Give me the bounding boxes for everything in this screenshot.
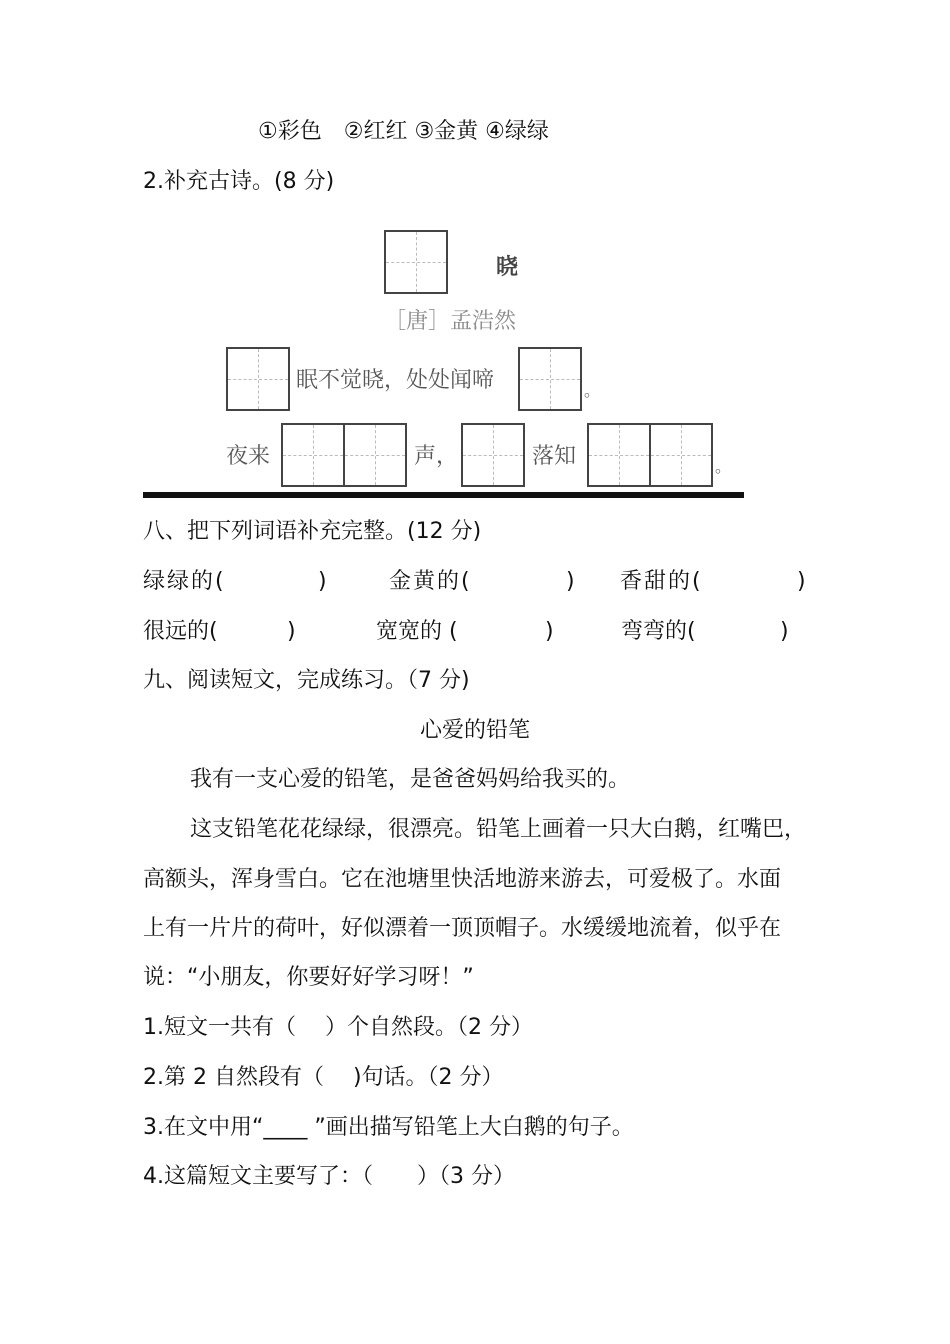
- word-3-close: ): [797, 569, 806, 594]
- word-1-label: 绿绿的(: [143, 569, 226, 594]
- word-6-close: ): [780, 619, 789, 644]
- question-9-4: 4.这篇短文主要写了：（ ）（3 分）: [143, 1164, 515, 1189]
- question-9-1: 1.短文一共有（ ）个自然段。（2 分）: [143, 1015, 533, 1040]
- options-line: ①彩色 ②红红 ③金黄 ④绿绿: [258, 119, 549, 144]
- line2-box-2[interactable]: [343, 423, 407, 487]
- poem-title-char: 晓: [496, 254, 519, 280]
- poem-line2-start: 夜来: [226, 444, 271, 469]
- word-2-close: ): [566, 569, 575, 594]
- word-5-close: ): [545, 619, 554, 644]
- line1-box-1[interactable]: [226, 347, 290, 411]
- line2-period: 。: [715, 457, 732, 476]
- word-6-label: 弯弯的(: [621, 619, 696, 644]
- section-9-title: 九、阅读短文，完成练习。（7 分): [143, 668, 470, 693]
- section-8-title: 八、把下列词语补充完整。(12 分): [143, 519, 482, 544]
- word-2-label: 金黄的(: [389, 569, 472, 594]
- line2-box-1[interactable]: [281, 423, 345, 487]
- word-3-label: 香甜的(: [620, 569, 703, 594]
- line2-box-5[interactable]: [649, 423, 713, 487]
- question-9-3: 3.在文中用“____ ”画出描写铅笔上大白鹅的句子。: [143, 1115, 634, 1140]
- poem-line2-mid1: 声，: [414, 444, 459, 469]
- passage-title: 心爱的铅笔: [419, 718, 530, 743]
- divider-rule: [143, 492, 744, 498]
- line2-box-4[interactable]: [587, 423, 651, 487]
- passage-paragraph-2-line-3: 上有一片片的荷叶，好似漂着一顶顶帽子。水缓缓地流着，似乎在: [143, 916, 782, 941]
- passage-paragraph-1: 我有一支心爱的铅笔，是爸爸妈妈给我买的。: [190, 767, 631, 792]
- word-4-label: 很远的(: [143, 619, 218, 644]
- line1-period: 。: [584, 381, 601, 400]
- title-char-box[interactable]: [384, 230, 448, 294]
- poem-line1-text: 眠不觉晓，处处闻啼: [296, 368, 495, 393]
- poem-line2-mid2: 落知: [532, 444, 577, 469]
- word-1-close: ): [318, 569, 327, 594]
- passage-paragraph-2-line-1: 这支铅笔花花绿绿，很漂亮。铅笔上画着一只大白鹅，红嘴巴，: [190, 817, 807, 842]
- poem-author: ［唐］孟浩然: [384, 309, 517, 334]
- line2-box-3[interactable]: [461, 423, 525, 487]
- word-5-label: 宽宽的 (: [376, 619, 458, 644]
- passage-paragraph-2-line-2: 高额头，浑身雪白。它在池塘里快活地游来游去，可爱极了。水面: [143, 867, 782, 892]
- passage-paragraph-2-line-4: 说：“小朋友，你要好好学习呀！”: [143, 965, 474, 990]
- question-2-title: 2.补充古诗。(8 分): [143, 169, 335, 194]
- word-4-close: ): [287, 619, 296, 644]
- question-9-2: 2.第 2 自然段有（ )句话。（2 分）: [143, 1065, 504, 1090]
- line1-box-2[interactable]: [518, 347, 582, 411]
